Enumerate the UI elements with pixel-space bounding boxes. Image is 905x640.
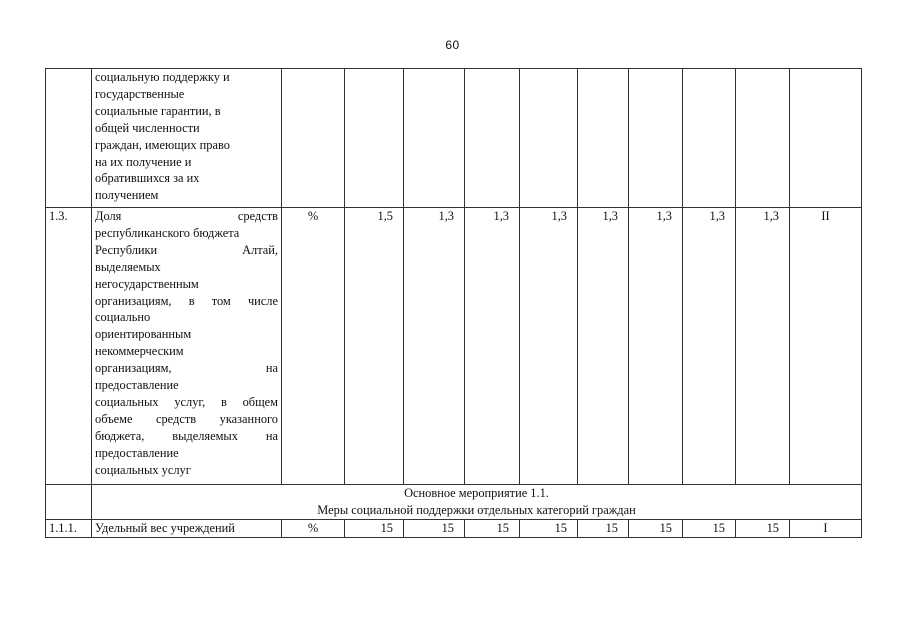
description-line: социально: [95, 310, 151, 325]
description-line: республиканского бюджета: [95, 225, 240, 240]
description-line: организациям, в том числе: [95, 293, 278, 308]
category-cell: II: [790, 208, 862, 485]
description-line: некоммерческим: [95, 344, 184, 359]
description-line: Доля средств: [95, 209, 278, 223]
section-header-cell: [92, 485, 862, 520]
description-line: предоставление: [95, 378, 179, 393]
description-line: организациям, на: [95, 361, 278, 376]
indicator-description-cell: [92, 208, 282, 485]
unit-cell: %: [282, 208, 345, 485]
value-cell: 15: [578, 520, 629, 538]
description-line: негосударственным: [95, 276, 199, 291]
description-line: социальные гарантии, в: [95, 103, 221, 118]
value-cell: [404, 69, 465, 208]
category-cell: I: [790, 520, 862, 538]
value-cell: 1,3: [404, 208, 465, 485]
unit-cell: %: [282, 520, 345, 538]
description-line: Республики Алтай,: [95, 242, 278, 257]
value-cell: 1,3: [578, 208, 629, 485]
value-cell: 15: [404, 520, 465, 538]
value-cell: [520, 69, 578, 208]
section-title: Основное мероприятие 1.1.: [404, 486, 549, 500]
description-line: выделяемых: [95, 259, 161, 274]
value-cell: 1,3: [683, 208, 736, 485]
description-line: социальных услуг, в общем: [95, 394, 278, 409]
row-number-cell: 1.1.1.: [46, 520, 92, 538]
value-cell: [683, 69, 736, 208]
table-row: [46, 208, 862, 485]
description-line: государственные: [95, 86, 185, 101]
section-row: [46, 485, 862, 520]
value-cell: 1,3: [520, 208, 578, 485]
description-line: на их получение и: [95, 154, 192, 169]
section-empty-cell: [46, 485, 92, 520]
row-number-cell: 1.3.: [46, 208, 92, 485]
description-line: обратившихся за их: [95, 171, 200, 186]
description-line: ориентированным: [95, 327, 192, 342]
table-row: [46, 69, 862, 208]
description-line: объеме средств указанного: [95, 411, 278, 426]
indicators-table: [45, 68, 862, 538]
page-number: 60: [445, 38, 460, 52]
value-cell: 15: [465, 520, 520, 538]
indicator-description-cell: [92, 69, 282, 208]
description-line: граждан, имеющих право: [95, 137, 230, 152]
description-line: бюджета, выделяемых на: [95, 428, 278, 443]
value-cell: [345, 69, 404, 208]
value-cell: 1,5: [345, 208, 404, 485]
table-row: [46, 520, 862, 538]
value-cell: 15: [683, 520, 736, 538]
value-cell: 15: [520, 520, 578, 538]
row-number-cell: [46, 69, 92, 208]
description-line: получением: [95, 188, 159, 203]
value-cell: 1,3: [736, 208, 790, 485]
description-line: социальную поддержку и: [95, 70, 230, 84]
category-cell: [790, 69, 862, 208]
value-cell: [578, 69, 629, 208]
section-subtitle: Меры социальной поддержки отдельных категорий граждан: [317, 502, 636, 517]
description-line: общей численности: [95, 120, 200, 135]
value-cell: 15: [629, 520, 683, 538]
value-cell: 1,3: [629, 208, 683, 485]
value-cell: [465, 69, 520, 208]
indicator-description-cell: Удельный вес учреждений: [92, 520, 282, 538]
unit-cell: [282, 69, 345, 208]
value-cell: 15: [736, 520, 790, 538]
description-line: предоставление: [95, 445, 179, 460]
description-line: социальных услуг: [95, 462, 191, 477]
value-cell: 1,3: [465, 208, 520, 485]
value-cell: 15: [345, 520, 404, 538]
value-cell: [629, 69, 683, 208]
value-cell: [736, 69, 790, 208]
